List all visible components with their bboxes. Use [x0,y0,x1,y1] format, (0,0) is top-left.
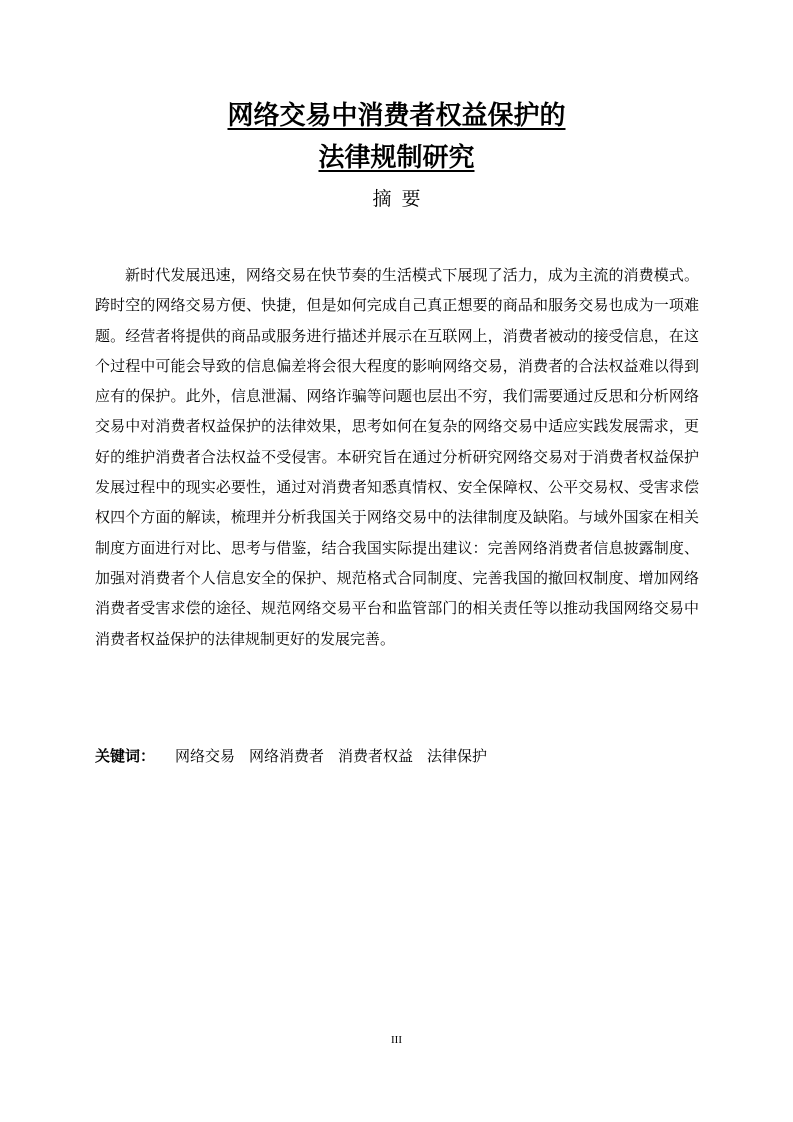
title-line-2: 法律规制研究 [318,143,475,173]
abstract-body: 新时代发展迅速，网络交易在快节奏的生活模式下展现了活力，成为主流的消费模式。跨时空的网络交易方便、快捷，但是如何完成自己真正想要的商品和服务交易也成为一项难题。经营者将提供的商品或服务进行描述并展示在互联网上，消费者被动的接受信息，在这个过程中可能会导致的信息偏差将会很大程度的影响网络交易，消费者的合法权益难以得到应有的保护。此外，信息泄漏、网络诈骗等问题也层出不穷，我们需要通过反思和分析网络交易中对消费者权益保护的法律效果，思考如何在复杂的网络交易中适应实践发展需求，更好的维护消费者合法权益不受侵害。本研究旨在通过分析研究网络交易对于消费者权益保护发展过程中的现实必要性，通过对消费者知悉真情权、安全保障权、公平交易权、受害求偿权四个方面的解读，梳理并分析我国关于网络交易中的法律制度及缺陷。与域外国家在相关制度方面进行对比、思考与借鉴，结合我国实际提出建议：完善网络消费者信息披露制度、加强对消费者个人信息安全的保护、规范格式合同制度、完善我国的撤回权制度、增加网络消费者受害求偿的途径、规范网络交易平台和监管部门的相关责任等以推动我国网络交易中消费者权益保护的法律规制更好的发展完善。 [95,266,699,648]
title-line-1: 网络交易中消费者权益保护的 [227,101,566,131]
keywords-label: 关键词： [95,747,156,765]
page-number: III [391,1034,402,1046]
keyword-item: 消费者权益 [338,747,414,765]
keyword-item: 网络消费者 [249,747,325,765]
keyword-item: 网络交易 [175,747,236,765]
keywords-line [95,743,699,769]
abstract-heading: 摘要 [372,188,431,210]
keyword-item: 法律保护 [427,747,488,765]
